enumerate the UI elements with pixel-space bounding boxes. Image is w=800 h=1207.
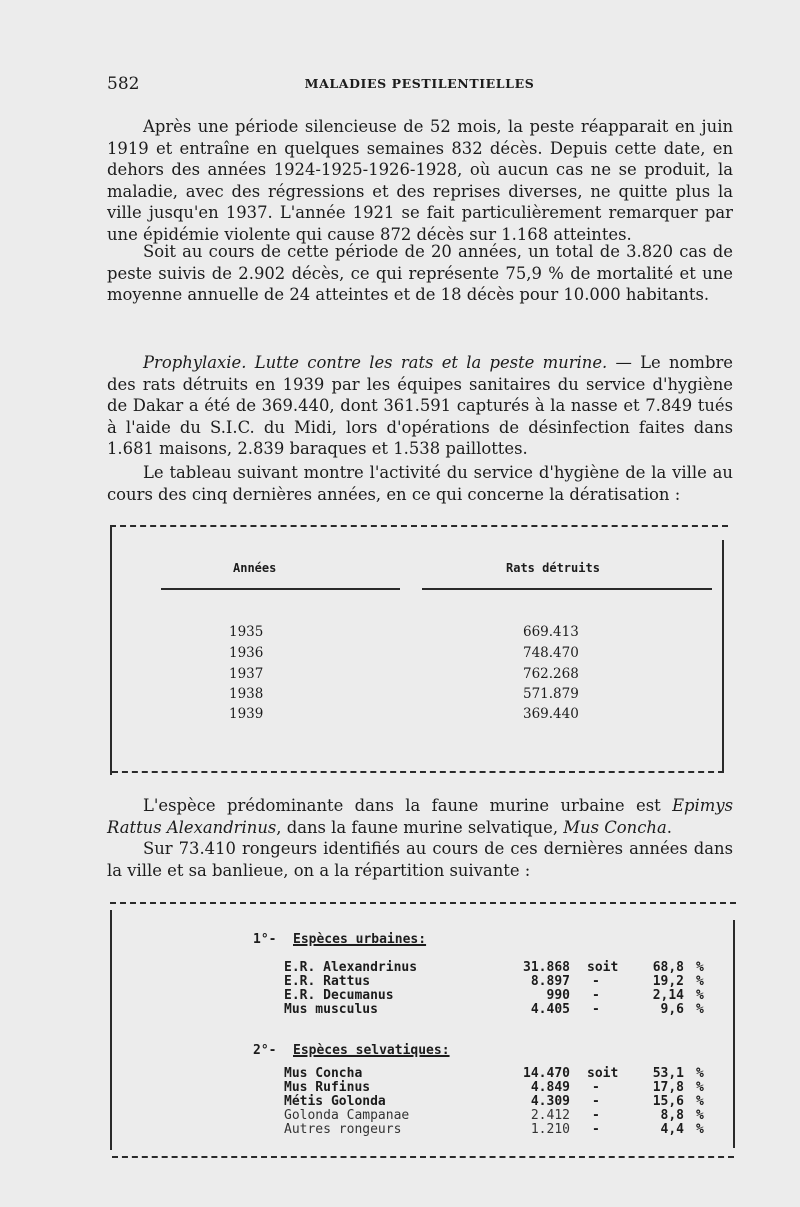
species-separator: - <box>592 988 600 1003</box>
paragraph-text: , dans la faune murine selvatique, <box>276 817 564 837</box>
species-separator: - <box>592 1122 600 1137</box>
species-name: Mus Concha <box>563 817 667 837</box>
section-number: 2°- <box>253 1043 277 1058</box>
running-title: MALADIES PESTILENTIELLES <box>304 76 535 91</box>
page-header <box>107 74 732 96</box>
species-name: Métis Golonda <box>284 1094 386 1109</box>
species-name: Mus musculus <box>284 1002 378 1017</box>
species-separator: - <box>592 1002 600 1017</box>
paragraph-table-intro: Le tableau suivant montre l'activité du service d'hygiène de la ville au cours des cinq dernières années, en ce qui concerne la dératisation : <box>107 463 733 504</box>
percent-sign: % <box>696 1002 704 1017</box>
species-name: Golonda Campanae <box>284 1108 410 1123</box>
paragraph-text: L'espèce prédominante dans la faune murine urbaine est <box>143 796 673 815</box>
percent-sign: % <box>696 1080 704 1095</box>
column-header-rats: Rats détruits <box>506 561 600 575</box>
species-count: 4.849 <box>530 1080 570 1095</box>
species-percent: 19,2 <box>652 974 684 989</box>
section-title-text: Espèces urbaines: <box>293 932 427 947</box>
cell-year: 1935 <box>229 624 264 640</box>
paragraph-plague-history <box>107 116 733 246</box>
percent-sign: % <box>696 1094 704 1109</box>
cell-rats: 669.413 <box>523 624 579 640</box>
species-count: 31.868 <box>523 960 570 975</box>
table-top-rule <box>110 902 736 904</box>
paragraph-distribution-intro: Sur 73.410 rongeurs identifiés au cours de ces dernières années dans la ville et sa banlieue, on a la répartition suivante : <box>107 839 733 880</box>
species-name: E.R. Rattus <box>284 974 371 989</box>
paragraph-prophylaxis <box>107 352 733 460</box>
species-count: 2.412 <box>530 1108 570 1123</box>
percent-sign: % <box>696 960 704 975</box>
section-number: 1°- <box>253 932 277 947</box>
cell-rats: 369.440 <box>523 706 579 722</box>
paragraph-dominant-species <box>107 795 733 838</box>
cell-year: 1937 <box>229 666 264 682</box>
species-separator: soit <box>587 1066 619 1081</box>
cell-rats: 571.879 <box>523 686 579 702</box>
species-percent: 17,8 <box>652 1080 684 1095</box>
table-top-rule <box>110 525 728 527</box>
section-title-urban <box>293 932 426 947</box>
percent-sign: % <box>696 1122 704 1137</box>
header-underline-years <box>161 588 400 590</box>
species-percent: 53,1 <box>652 1066 684 1081</box>
percent-sign: % <box>696 974 704 989</box>
table-bottom-rule <box>112 1156 734 1158</box>
paragraph-plague-totals: Soit au cours de cette période de 20 années, un total de 3.820 cas de peste suivis de 2.902 décès, ce qui représente 75,9 % de mortalité et une moyenne annuelle de 24 atteintes et de 18 décès pour 10.000 habitants. <box>107 242 733 305</box>
cell-rats: 762.268 <box>523 666 579 682</box>
table-right-border <box>722 540 724 772</box>
section-title-selvatic <box>293 1043 450 1058</box>
table-left-border <box>110 910 112 1150</box>
cell-year: 1936 <box>229 645 264 661</box>
species-count: 4.309 <box>530 1094 570 1109</box>
cell-rats: 748.470 <box>523 645 579 661</box>
species-separator: soit <box>587 960 619 975</box>
table-right-border <box>733 920 735 1148</box>
species-percent: 9,6 <box>660 1002 684 1017</box>
species-percent: 8,8 <box>660 1108 684 1123</box>
column-header-years: Années <box>233 561 277 575</box>
species-count: 14.470 <box>523 1066 570 1081</box>
species-name: Mus Concha <box>284 1066 363 1081</box>
species-separator: - <box>592 1094 600 1109</box>
species-separator: - <box>592 1108 600 1123</box>
species-name: Mus Rufinus <box>284 1080 371 1095</box>
table-left-border <box>110 527 112 775</box>
species-separator: - <box>592 974 600 989</box>
header-underline-rats <box>422 588 712 590</box>
species-separator: - <box>592 1080 600 1095</box>
species-name: E.R. Decumanus <box>284 988 394 1003</box>
cell-year: 1938 <box>229 686 264 702</box>
species-count: 990 <box>546 988 570 1003</box>
section-title-text: Espèces selvatiques: <box>293 1043 450 1058</box>
species-count: 4.405 <box>530 1002 570 1017</box>
section-heading: Prophylaxie. Lutte contre les rats et la peste murine. <box>143 353 608 372</box>
cell-year: 1939 <box>229 706 264 722</box>
percent-sign: % <box>696 1066 704 1081</box>
species-percent: 15,6 <box>652 1094 684 1109</box>
species-name: Epimys Rattus Alexandrinus <box>107 796 733 837</box>
percent-sign: % <box>696 1108 704 1123</box>
species-name: Autres rongeurs <box>284 1122 402 1137</box>
paragraph-text: — Le nombre des rats détruits en 1939 par les équipes sanitaires du service d'hygiène de Dakar a été de 369.440, dont 361.591 capturés à la nasse et 7.849 tués à l'aide du S.I.C. du Midi, lors d'opérations de désinfection faites dans 1.681 maisons, 2.839 baraques et 1.538 paillottes. <box>107 353 733 459</box>
paragraph-text: Après une période silencieuse de 52 mois, la peste réapparait en juin 1919 et entraîne en quelques semaines 832 décès. Depuis cette date, en dehors des années 1924-1925-1926-1928, où aucun cas ne se produit, la maladie, avec des régressions et des reprises diverses, ne quitte plus la ville jusqu'en 1937. L'année 1921 se fait particulièrement remarquer par une épidémie violente qui cause 872 décès sur 1.168 atteintes. <box>107 117 733 244</box>
percent-sign: % <box>696 988 704 1003</box>
species-count: 8.897 <box>530 974 570 989</box>
species-count: 1.210 <box>530 1122 570 1137</box>
species-percent: 4,4 <box>660 1122 684 1137</box>
species-name: E.R. Alexandrinus <box>284 960 418 975</box>
page-number: 582 <box>107 74 140 94</box>
species-percent: 2,14 <box>652 988 684 1003</box>
table-bottom-rule <box>112 771 724 773</box>
species-percent: 68,8 <box>652 960 684 975</box>
paragraph-text: . <box>666 817 672 837</box>
